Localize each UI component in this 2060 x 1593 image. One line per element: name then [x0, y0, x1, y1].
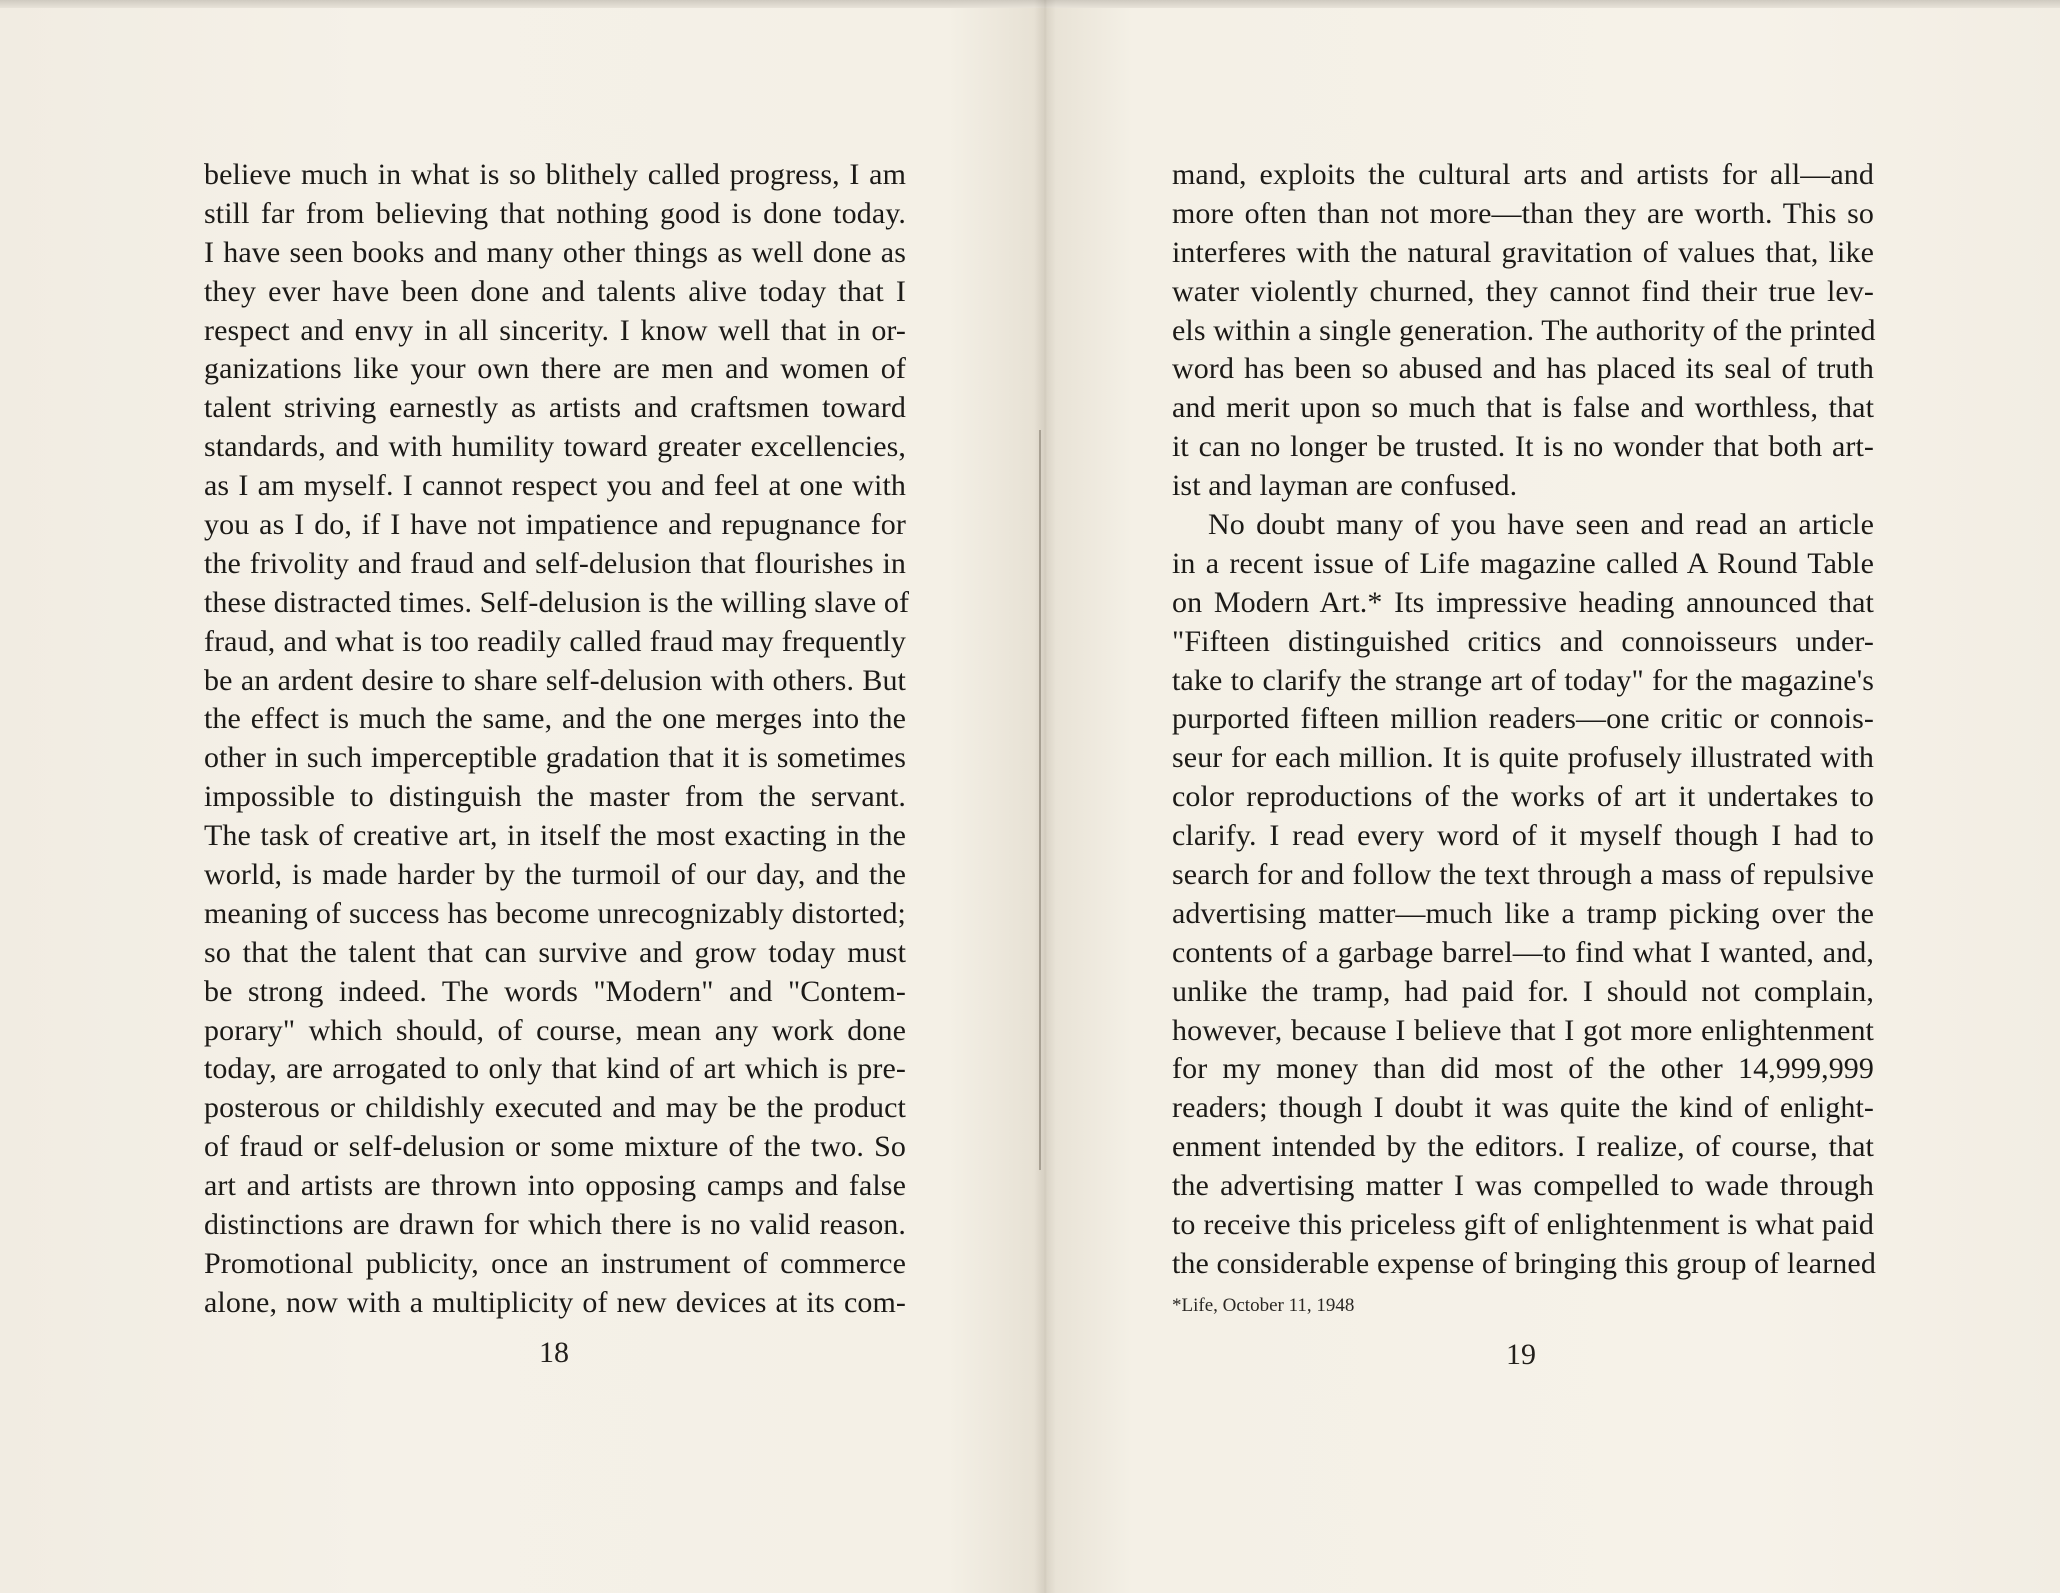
left-page-line: talent striving earnestly as artists and craftsmen toward — [204, 391, 906, 425]
book-gutter — [1034, 0, 1056, 1593]
left-page-line: standards, and with humility toward greater excellencies, — [204, 430, 906, 464]
right-page-line: readers; though I doubt it was quite the kind of enlight- — [1172, 1091, 1874, 1125]
left-page-line: distinctions are drawn for which there is no valid reason. — [204, 1208, 906, 1242]
right-page-line: in a recent issue of Life magazine called A Round Table — [1172, 546, 1874, 580]
left-page-line: they ever have been done and talents alive today that I — [204, 274, 906, 308]
right-page-line: els within a single generation. The authority of the printed — [1172, 313, 1876, 347]
right-page-line: advertising matter—much like a tramp picking over the — [1172, 896, 1874, 930]
right-page-line: search for and follow the text through a mass of repulsive — [1172, 858, 1874, 892]
right-page-line: take to clarify the strange art of today" for the magazine's — [1172, 663, 1874, 697]
left-page-line: porary" which should, of course, mean any work done — [204, 1013, 906, 1047]
right-page-line: and merit upon so much that is false and worthless, that — [1172, 391, 1874, 425]
left-page-line: Promotional publicity, once an instrument of commerce — [204, 1246, 906, 1280]
left-page-line: the effect is much the same, and the one merges into the — [204, 702, 906, 736]
left-page-line: The task of creative art, in itself the most exacting in the — [204, 819, 906, 853]
left-page-line: you as I do, if I have not impatience and repugnance for — [204, 508, 906, 542]
left-page-line: still far from believing that nothing good is done today. — [204, 196, 906, 230]
right-page-line: it can no longer be trusted. It is no wonder that both art- — [1172, 430, 1874, 464]
page-number-left: 18 — [539, 1336, 569, 1369]
left-page-line: meaning of success has become unrecognizably distorted; — [204, 896, 906, 930]
left-page-line: these distracted times. Self-delusion is the willing slave of — [204, 585, 910, 619]
page-top-edge — [0, 0, 2060, 8]
left-page-line: alone, now with a multiplicity of new devices at its com- — [204, 1285, 906, 1319]
left-page-line: be strong indeed. The words "Modern" and "Contem- — [204, 974, 906, 1008]
right-page-line: purported fifteen million readers—one critic or connois- — [1172, 702, 1874, 736]
right-page-line: No doubt many of you have seen and read an article — [1208, 508, 1874, 542]
right-page-line: "Fifteen distinguished critics and connoisseurs under- — [1172, 624, 1874, 658]
right-page-line: the considerable expense of bringing this group of learned — [1172, 1246, 1876, 1280]
left-page-line: world, is made harder by the turmoil of our day, and the — [204, 858, 906, 892]
right-page-body — [1172, 156, 1874, 1284]
left-page-line: believe much in what is so blithely called progress, I am — [204, 158, 906, 191]
right-page-line: however, because I believe that I got more enlightenment — [1172, 1013, 1874, 1047]
left-page-line: today, are arrogated to only that kind of art which is pre- — [204, 1052, 906, 1086]
left-page-line: as I am myself. I cannot respect you and feel at one with — [204, 469, 906, 503]
right-page-line: seur for each million. It is quite profusely illustrated with — [1172, 741, 1874, 775]
right-page-line: unlike the tramp, had paid for. I should not complain, — [1172, 974, 1874, 1008]
left-page-line: impossible to distinguish the master from the servant. — [204, 780, 906, 814]
right-page-line: clarify. I read every word of it myself though I had to — [1172, 819, 1874, 853]
left-page-line: be an ardent desire to share self-delusion with others. But — [204, 663, 906, 697]
left-page-body — [204, 156, 910, 1323]
right-page-line: mand, exploits the cultural arts and artists for all—and — [1172, 158, 1874, 191]
right-page-line: interferes with the natural gravitation of values that, like — [1172, 235, 1874, 269]
right-page-line: color reproductions of the works of art it undertakes to — [1172, 780, 1874, 814]
right-page-line: for my money than did most of the other 14,999,999 — [1172, 1052, 1874, 1086]
left-page-line: fraud, and what is too readily called fraud may frequently — [204, 624, 906, 658]
footnote: *Life, October 11, 1948 — [1172, 1295, 1355, 1316]
left-page-line: posterous or childishly executed and may be the product — [204, 1091, 906, 1125]
right-page-line: on Modern Art.* Its impressive heading announced that — [1172, 585, 1874, 619]
left-page-line: so that the talent that can survive and grow today must — [204, 935, 906, 969]
left-page-line: the frivolity and fraud and self-delusion that flourishes in — [204, 546, 906, 580]
left-page-line: respect and envy in all sincerity. I know well that in or- — [204, 313, 906, 347]
right-page-line: word has been so abused and has placed its seal of truth — [1172, 352, 1874, 386]
right-page-line: the advertising matter I was compelled to wade through — [1172, 1169, 1874, 1203]
left-page-line: art and artists are thrown into opposing camps and false — [204, 1169, 906, 1203]
right-page-line: ist and layman are confused. — [1172, 469, 1518, 503]
page-number-right: 19 — [1506, 1338, 1536, 1371]
right-page-line: more often than not more—than they are worth. This so — [1172, 196, 1874, 230]
left-page-line: ganizations like your own there are men and women of — [204, 352, 906, 386]
gutter-crease — [1039, 430, 1041, 1170]
left-page-line: of fraud or self-delusion or some mixture of the two. So — [204, 1130, 906, 1164]
right-page-line: water violently churned, they cannot find their true lev- — [1172, 274, 1874, 308]
right-page-line: enment intended by the editors. I realize, of course, that — [1172, 1130, 1874, 1164]
left-page-line: other in such imperceptible gradation that it is sometimes — [204, 741, 906, 775]
right-page-line: to receive this priceless gift of enlightenment is what paid — [1172, 1208, 1874, 1242]
right-page-line: contents of a garbage barrel—to find what I wanted, and, — [1172, 935, 1874, 969]
left-page-line: I have seen books and many other things as well done as — [204, 235, 906, 269]
